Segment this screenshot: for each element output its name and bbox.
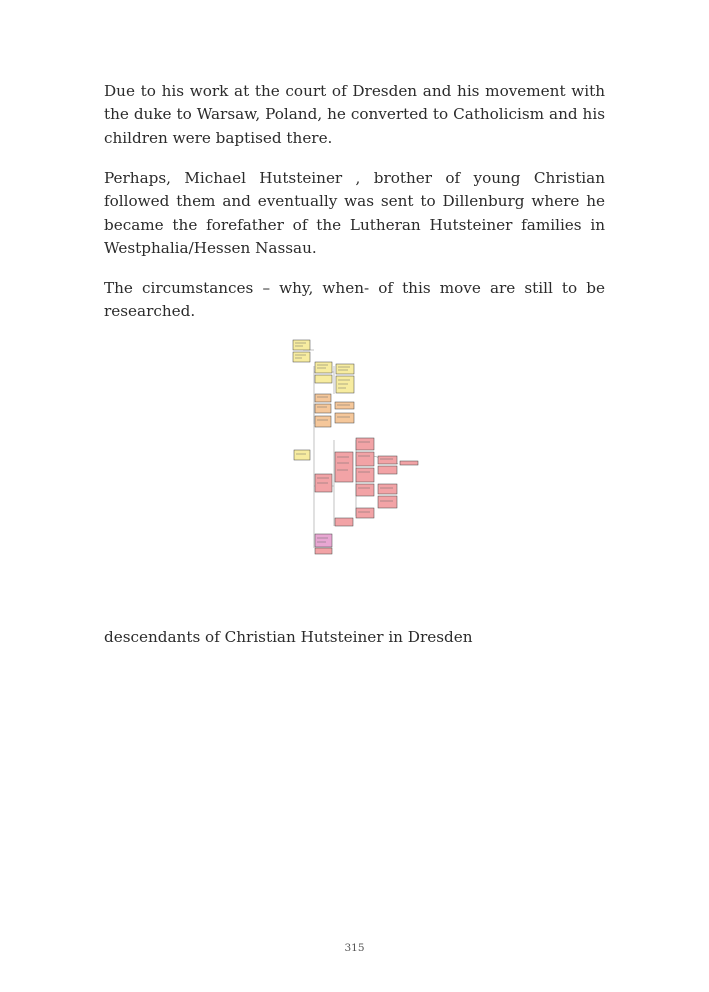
tree-node [335, 413, 354, 423]
tree-node [378, 466, 397, 474]
tree-node [315, 362, 332, 373]
tree-node [293, 352, 310, 362]
tree-node [315, 404, 331, 413]
tree-node [356, 452, 374, 466]
tree-node [336, 364, 354, 374]
tree-node [336, 376, 354, 393]
tree-node [356, 484, 374, 496]
figure-caption: descendants of Christian Hutsteiner in Dresden [104, 628, 473, 646]
tree-node [335, 452, 353, 482]
tree-node [315, 548, 332, 554]
paragraph-3: The circumstances – why, when- of this move are still to be researched. [104, 279, 605, 321]
tree-node [378, 484, 397, 494]
tree-node [294, 450, 310, 460]
tree-node [356, 438, 374, 450]
tree-node [293, 340, 310, 350]
page-number: 315 [344, 942, 365, 954]
tree-node [378, 456, 397, 464]
paragraph-2: Perhaps, Michael Hutsteiner , brother of young Christian followed them and eventually was sent to Dillenburg where he became the forefather of the Lutheran Hutsteiner families in Westphalia/Hessen Nassau. [104, 169, 605, 257]
tree-node [356, 468, 374, 482]
tree-node [315, 416, 331, 427]
paragraph-1: Due to his work at the court of Dresden and his movement with the duke to Warsaw, Poland, he converted to Catholicism and his children were baptised there. [104, 82, 605, 147]
tree-nodes-red [315, 438, 418, 526]
tree-node [400, 461, 418, 465]
tree-node [335, 518, 353, 526]
tree-node [315, 394, 331, 402]
family-tree-figure [288, 336, 424, 558]
tree-nodes-pink [315, 534, 332, 554]
tree-node [356, 508, 374, 518]
tree-node [335, 402, 354, 409]
tree-node [378, 496, 397, 508]
tree-node [315, 534, 332, 547]
tree-node [315, 375, 332, 383]
tree-nodes-orange [315, 394, 354, 427]
family-tree-diagram [288, 336, 424, 558]
